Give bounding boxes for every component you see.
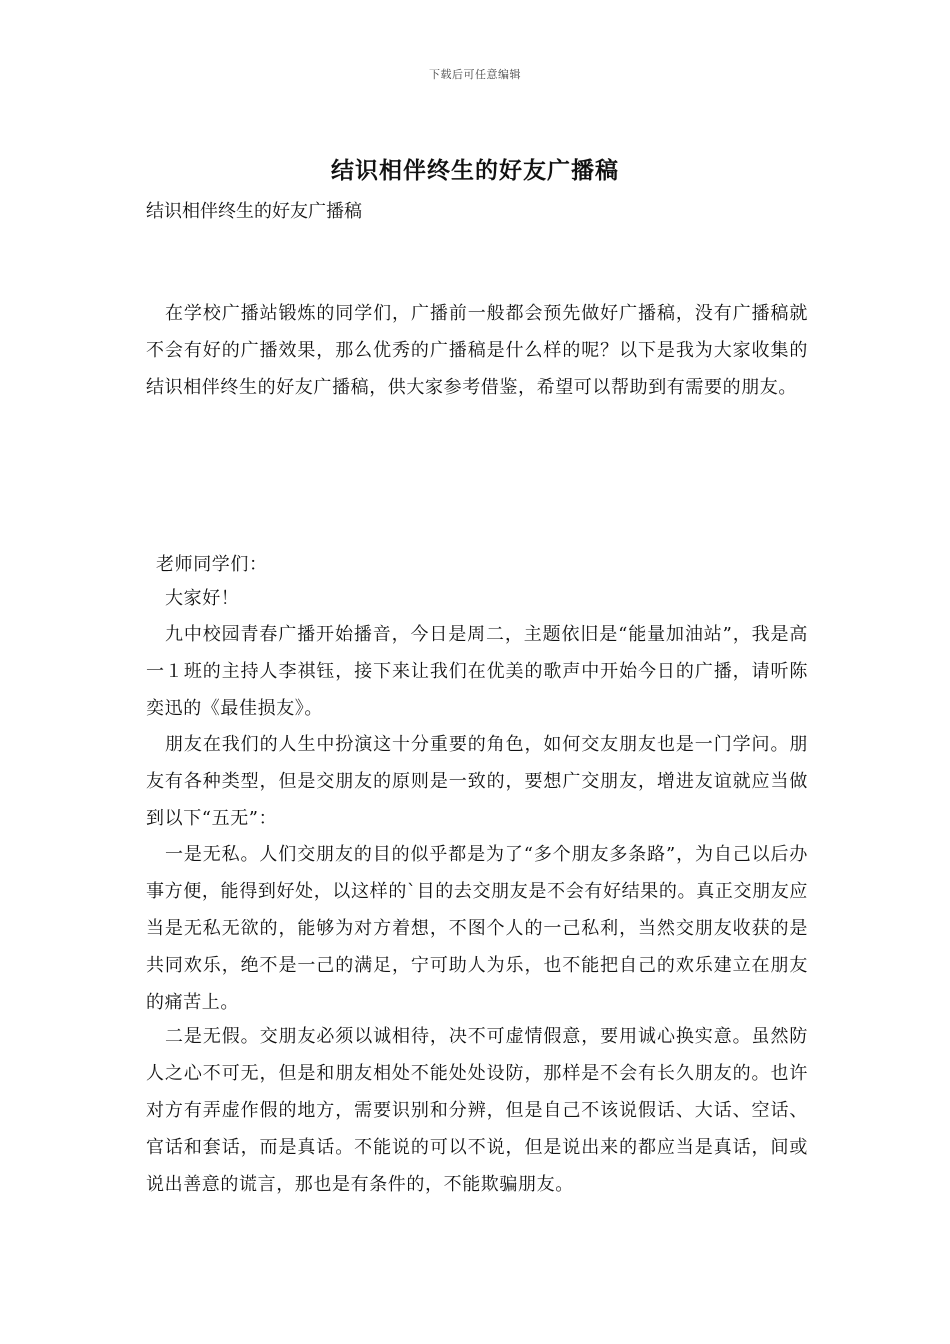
body-paragraph-4: 二是无假。交朋友必须以诚相待，决不可虚情假意，要用诚心换实意。虽然防人之心不可无，但是和朋友相处不能处处设防，那样是不会有长久朋友的。也许对方有弄虚作假的地方，需要识别和分辨，但是自己不该说假话、大话、空话、官话和套话，而是真话。不能说的可以不说，但是说出来的都应当是真话，间或说出善意的谎言，那也是有条件的，不能欺骗朋友。	[146, 1026, 808, 1195]
header-note: 下载后可任意编辑	[429, 68, 521, 81]
body-paragraph-3: 一是无私。人们交朋友的目的似乎都是为了“多个朋友多条路”，为自己以后办事方便，能得到好处，以这样的`目的去交朋友是不会有好结果的。真正交朋友应当是无私无欲的，能够为对方着想，不图个人的一己私利，当然交朋友收获的是共同欢乐，绝不是一己的满足，宁可助人为乐，也不能把自己的欢乐建立在朋友的痛苦上。	[146, 844, 808, 1013]
document-title: 结识相伴终生的好友广播稿	[331, 157, 619, 184]
body-paragraph-1: 九中校园青春广播开始播音，今日是周二，主题依旧是“能量加油站”，我是高一１班的主持人李祺钰，接下来让我们在优美的歌声中开始今日的广播，请听陈奕迅的《最佳损友》。	[146, 624, 808, 719]
document-subtitle: 结识相伴终生的好友广播稿	[146, 201, 362, 222]
intro-paragraph: 在学校广播站锻炼的同学们，广播前一般都会预先做好广播稿，没有广播稿就不会有好的广播效果，那么优秀的广播稿是什么样的呢？以下是我为大家收集的结识相伴终生的好友广播稿，供大家参考借鉴，希望可以帮助到有需要的朋友。	[146, 303, 808, 398]
body-paragraph-2: 朋友在我们的人生中扮演这十分重要的角色，如何交友朋友也是一门学问。朋友有各种类型，但是交朋友的原则是一致的，要想广交朋友，增进友谊就应当做到以下“五无”：	[146, 734, 808, 829]
hello-line: 大家好！	[165, 588, 240, 609]
greeting-line: 老师同学们：	[156, 554, 268, 575]
